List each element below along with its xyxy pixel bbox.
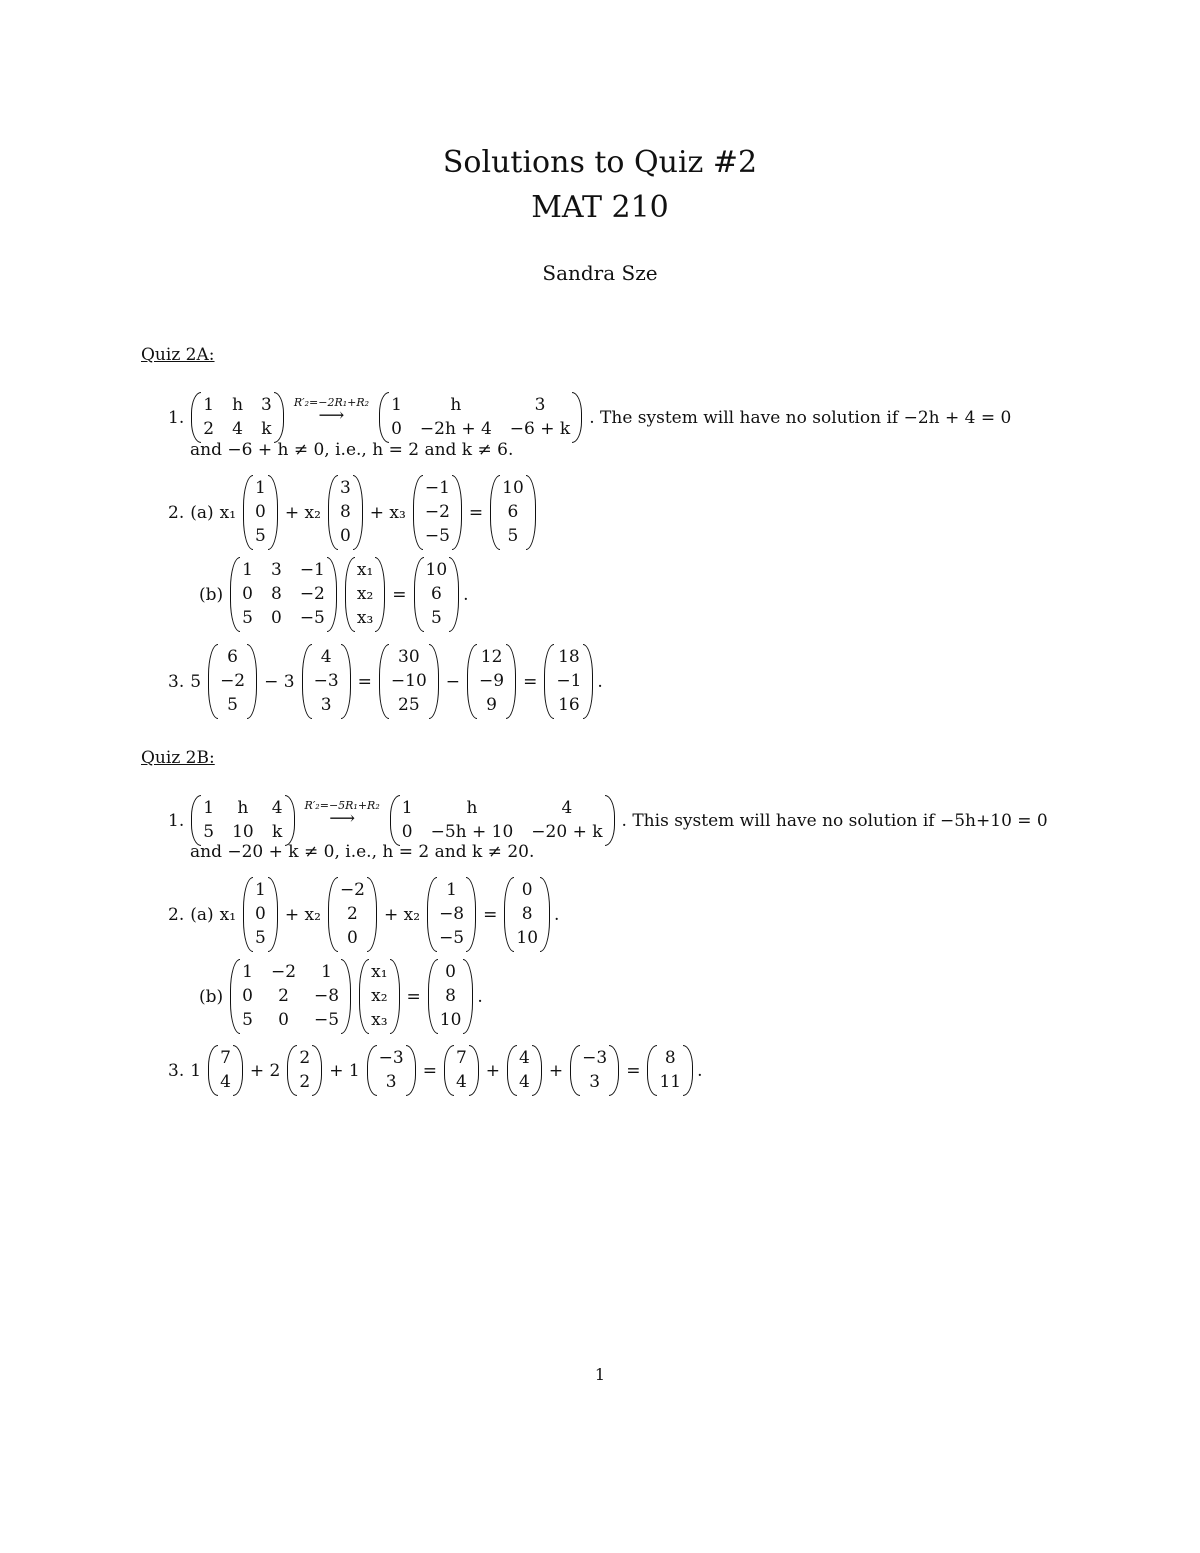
- period: .: [597, 671, 603, 692]
- quiz-2b-heading: Quiz 2B:: [141, 748, 215, 768]
- row-operation: R′₂=−5R₁+R₂: [304, 799, 380, 812]
- equals-sign: =: [422, 1060, 437, 1081]
- equals-sign: =: [468, 502, 484, 523]
- quiz-2b-problem-1-conclusion: and −20 + k ≠ 0, i.e., h = 2 and k ≠ 20.: [190, 842, 535, 862]
- matrix-entry: −1: [299, 560, 325, 580]
- vector: [544, 644, 593, 719]
- plus-sign: +: [485, 1060, 501, 1081]
- matrix-entry: h: [450, 395, 462, 415]
- quiz-2b-problem-2b: [196, 959, 483, 1034]
- right-paren: [233, 1045, 243, 1096]
- matrix-entry: −20 + k: [531, 822, 603, 842]
- left-paren: [544, 644, 554, 719]
- left-paren: [208, 644, 218, 719]
- left-paren: [504, 877, 514, 952]
- matrix-entry: −2: [270, 962, 297, 982]
- vector: [287, 1045, 322, 1096]
- matrix-entry: 3: [339, 478, 351, 498]
- matrix-entry: 6: [507, 502, 519, 522]
- equals-sign: =: [406, 986, 421, 1007]
- matrix-entry: 0: [242, 986, 253, 1006]
- vector: [414, 557, 460, 632]
- matrix-entry: 4: [519, 1048, 530, 1068]
- scalar: 1: [190, 1060, 202, 1081]
- right-paren: [268, 877, 278, 952]
- vector: [428, 959, 474, 1034]
- matrix-entry: k: [271, 822, 283, 842]
- minus-sign: −: [445, 671, 461, 692]
- matrix-entry: −5h + 10: [430, 822, 514, 842]
- vector: [647, 1045, 693, 1096]
- right-paren: [449, 557, 459, 632]
- right-paren: [605, 795, 615, 846]
- matrix-entries: [312, 644, 341, 719]
- matrix-entry: 8: [270, 584, 282, 604]
- matrix-entry: 3: [534, 395, 546, 415]
- variable: + x₂: [384, 904, 421, 925]
- period: .: [697, 1060, 703, 1081]
- matrix: [191, 392, 284, 443]
- matrix-entry: 10: [439, 1010, 462, 1030]
- matrix-entries: [218, 644, 247, 719]
- matrix-entry: 4: [455, 1072, 467, 1092]
- matrix-entry: −3: [378, 1048, 404, 1068]
- quiz-2a-problem-2b: [196, 557, 469, 632]
- matrix-entry: 3: [261, 395, 272, 415]
- left-paren: [243, 475, 253, 550]
- matrix-entry: x₁: [371, 962, 388, 982]
- matrix-entry: 4: [232, 419, 243, 439]
- left-paren: [647, 1045, 657, 1096]
- matrix-entry: 5: [255, 928, 266, 948]
- matrix-entry: 12: [480, 647, 503, 667]
- scalar: + 2: [249, 1060, 281, 1081]
- vector: [345, 557, 385, 632]
- matrix-entry: 18: [558, 647, 580, 667]
- quiz-2a-problem-1-conclusion: and −6 + h ≠ 0, i.e., h = 2 and k ≠ 6.: [190, 440, 514, 460]
- matrix-entry: 5: [255, 526, 266, 546]
- matrix: [230, 959, 351, 1034]
- matrix-entry: x₂: [356, 584, 374, 604]
- matrix-entry: 0: [521, 880, 533, 900]
- matrix-entry: 7: [455, 1048, 467, 1068]
- matrix-entry: −1: [424, 478, 450, 498]
- matrix-entry: h: [466, 798, 478, 818]
- variable: + x₂: [284, 502, 321, 523]
- matrix-entries: [240, 959, 341, 1034]
- right-paren: [367, 877, 377, 952]
- problem-number: 1.: [168, 810, 185, 831]
- problem-number: 3.: [168, 1060, 185, 1081]
- matrix-entry: 7: [220, 1048, 231, 1068]
- matrix-entry: 0: [270, 608, 282, 628]
- vector: [379, 644, 439, 719]
- scalar: + 1: [329, 1060, 360, 1081]
- quiz-2a-heading: Quiz 2A:: [141, 345, 215, 365]
- matrix-entry: −3: [582, 1048, 608, 1068]
- matrix-entries: [400, 795, 605, 846]
- matrix-entries: [389, 392, 572, 443]
- matrix-entry: 1: [255, 880, 266, 900]
- matrix-entry: −8: [439, 904, 465, 924]
- quiz-2a-problem-2a: [165, 475, 540, 550]
- matrix: [191, 795, 294, 846]
- variable: x₁: [219, 904, 237, 925]
- left-paren: [490, 475, 500, 550]
- matrix-entry: 10: [516, 928, 539, 948]
- matrix-entry: x₂: [371, 986, 388, 1006]
- matrix-entry: 1: [242, 560, 253, 580]
- problem-number: 2.: [168, 904, 185, 925]
- vector: [208, 1045, 243, 1096]
- right-paren: [540, 877, 550, 952]
- vector: [243, 877, 278, 952]
- matrix-entries: [454, 1045, 469, 1096]
- matrix-entries: [477, 644, 506, 719]
- matrix-entry: −5: [299, 608, 325, 628]
- vector: [507, 1045, 542, 1096]
- right-paren: [463, 959, 473, 1034]
- problem-number: 3.: [168, 671, 185, 692]
- matrix-entry: h: [232, 395, 244, 415]
- matrix-entry: 8: [339, 502, 351, 522]
- plus-sign: +: [548, 1060, 564, 1081]
- right-paren: [406, 1045, 416, 1096]
- part-label: (b): [199, 986, 224, 1007]
- left-paren: [230, 959, 240, 1034]
- left-paren: [427, 877, 437, 952]
- matrix-entry: −2: [339, 880, 365, 900]
- matrix-entry: 11: [659, 1072, 682, 1092]
- vector: [467, 644, 516, 719]
- matrix-entries: [554, 644, 583, 719]
- left-paren: [243, 877, 253, 952]
- matrix-entry: 1: [203, 798, 215, 818]
- matrix-entry: −5: [314, 1010, 340, 1030]
- scalar: − 3: [264, 671, 295, 692]
- matrix-entry: −2: [299, 584, 325, 604]
- right-paren: [532, 1045, 542, 1096]
- matrix-entries: [514, 877, 540, 952]
- right-paren: [274, 392, 284, 443]
- right-paren: [683, 1045, 693, 1096]
- right-paren: [466, 877, 476, 952]
- matrix-entry: −5: [424, 526, 450, 546]
- course-code: MAT 210: [531, 190, 669, 225]
- left-paren: [302, 644, 312, 719]
- matrix-entry: 30: [398, 647, 420, 667]
- quiz-2a-problem-1: [165, 392, 1014, 443]
- matrix-entry: −5: [439, 928, 465, 948]
- row-operation-arrow: [304, 799, 380, 829]
- matrix-entries: [657, 1045, 683, 1096]
- right-paren: [327, 557, 337, 632]
- left-paren: [570, 1045, 580, 1096]
- left-paren: [230, 557, 240, 632]
- matrix-entries: [253, 475, 268, 550]
- matrix-entry: 6: [430, 584, 442, 604]
- matrix-entry: 9: [486, 695, 497, 715]
- vector: [302, 644, 351, 719]
- matrix-entry: k: [261, 419, 272, 439]
- left-paren: [467, 644, 477, 719]
- matrix-entries: [240, 557, 327, 632]
- vector: [490, 475, 536, 550]
- matrix-entry: −1: [556, 671, 582, 691]
- vector: [444, 1045, 479, 1096]
- matrix-entry: 4: [320, 647, 332, 667]
- row-operation-arrow: [293, 396, 370, 426]
- matrix-entry: 5: [507, 526, 519, 546]
- author-name: Sandra Sze: [542, 261, 658, 285]
- matrix: [390, 795, 615, 846]
- matrix-entry: 8: [445, 986, 456, 1006]
- equals-sign: =: [357, 671, 372, 692]
- right-paren: [526, 475, 536, 550]
- matrix-entries: [500, 475, 526, 550]
- matrix-entry: −2: [220, 671, 246, 691]
- matrix-entry: 10: [502, 478, 524, 498]
- vector: [504, 877, 550, 952]
- quiz-2a-problem-3: [165, 644, 603, 719]
- left-paren: [444, 1045, 454, 1096]
- vector: [367, 1045, 416, 1096]
- matrix-entries: [218, 1045, 233, 1096]
- matrix-entries: [201, 795, 284, 846]
- matrix-entry: 2: [299, 1048, 311, 1068]
- matrix-entry: −9: [479, 671, 505, 691]
- conclusion-text: . This system will have no solution if −5h+10 = 0: [621, 810, 1048, 831]
- left-paren: [328, 877, 338, 952]
- period: .: [477, 986, 483, 1007]
- left-paren: [367, 1045, 377, 1096]
- matrix-entry: 10: [425, 560, 448, 580]
- vector: [208, 644, 257, 719]
- equals-sign: =: [523, 671, 538, 692]
- matrix-entry: 2: [299, 1072, 311, 1092]
- page-number: 1: [594, 1365, 606, 1384]
- matrix-entry: −8: [314, 986, 340, 1006]
- left-paren: [390, 795, 400, 846]
- matrix-entries: [517, 1045, 532, 1096]
- period: .: [554, 904, 560, 925]
- matrix-entry: 10: [232, 822, 254, 842]
- right-paren: [572, 392, 582, 443]
- left-paren: [328, 475, 338, 550]
- right-paren: [452, 475, 462, 550]
- right-paren: [312, 1045, 322, 1096]
- matrix-entries: [338, 475, 353, 550]
- matrix-entry: x₁: [356, 560, 374, 580]
- period: .: [463, 584, 469, 605]
- right-paren: [341, 644, 351, 719]
- matrix: [230, 557, 337, 632]
- left-paren: [359, 959, 369, 1034]
- left-paren: [345, 557, 355, 632]
- matrix-entry: 3: [589, 1072, 601, 1092]
- matrix-entry: −3: [313, 671, 339, 691]
- matrix-entries: [338, 877, 367, 952]
- right-paren: [341, 959, 351, 1034]
- vector: [359, 959, 399, 1034]
- matrix-entry: x₃: [356, 608, 374, 628]
- matrix-entry: h: [237, 798, 249, 818]
- matrix-entry: 5: [242, 608, 253, 628]
- matrix-entries: [580, 1045, 609, 1096]
- matrix-entries: [438, 959, 464, 1034]
- matrix-entry: 3: [385, 1072, 397, 1092]
- right-paren: [268, 475, 278, 550]
- matrix-entry: 3: [270, 560, 282, 580]
- right-paren: [429, 644, 439, 719]
- matrix-entry: 25: [398, 695, 420, 715]
- matrix-entry: 0: [339, 526, 351, 546]
- right-paren: [375, 557, 385, 632]
- matrix-entry: 8: [664, 1048, 676, 1068]
- matrix-entry: 4: [271, 798, 283, 818]
- variable: + x₃: [369, 502, 406, 523]
- conclusion-text: . The system will have no solution if −2h + 4 = 0: [589, 407, 1012, 428]
- matrix-entries: [253, 877, 268, 952]
- right-paren: [469, 1045, 479, 1096]
- left-paren: [414, 557, 424, 632]
- matrix-entries: [423, 475, 452, 550]
- left-paren: [507, 1045, 517, 1096]
- matrix-entry: 0: [242, 584, 253, 604]
- matrix-entry: 5: [227, 695, 238, 715]
- part-label: (a): [190, 502, 214, 523]
- matrix-entries: [369, 959, 389, 1034]
- matrix-entry: 0: [255, 904, 266, 924]
- right-paren: [506, 644, 516, 719]
- right-paren: [390, 959, 400, 1034]
- matrix-entries: [389, 644, 429, 719]
- matrix-entry: −10: [390, 671, 427, 691]
- matrix-entries: [377, 1045, 406, 1096]
- matrix-entry: 1: [321, 962, 332, 982]
- matrix-entry: −2: [424, 502, 450, 522]
- problem-number: 2.: [168, 502, 185, 523]
- matrix-entry: −6 + k: [509, 419, 571, 439]
- matrix-entries: [297, 1045, 312, 1096]
- variable: + x₂: [284, 904, 321, 925]
- vector: [570, 1045, 619, 1096]
- matrix-entry: 1: [255, 478, 266, 498]
- matrix-entry: 1: [446, 880, 457, 900]
- matrix-entry: −2h + 4: [419, 419, 492, 439]
- matrix-entry: 0: [391, 419, 402, 439]
- equals-sign: =: [483, 904, 498, 925]
- matrix-entries: [355, 557, 375, 632]
- vector: [427, 877, 476, 952]
- matrix-entry: 0: [347, 928, 358, 948]
- matrix-entry: 1: [242, 962, 253, 982]
- right-paren: [609, 1045, 619, 1096]
- matrix-entry: 5: [242, 1010, 253, 1030]
- matrix-entry: 0: [278, 1010, 289, 1030]
- matrix-entry: x₃: [371, 1010, 388, 1030]
- part-label: (a): [190, 904, 214, 925]
- vector: [328, 877, 377, 952]
- matrix-entry: 4: [561, 798, 573, 818]
- left-paren: [191, 795, 201, 846]
- right-paren: [247, 644, 257, 719]
- row-operation: R′₂=−2R₁+R₂: [293, 396, 370, 409]
- arrow-icon: ⟶: [329, 808, 356, 829]
- left-paren: [191, 392, 201, 443]
- problem-number: 1.: [168, 407, 185, 428]
- matrix-entry: 5: [203, 822, 215, 842]
- left-paren: [287, 1045, 297, 1096]
- matrix-entry: 4: [519, 1072, 530, 1092]
- right-paren: [285, 795, 295, 846]
- arrow-icon: ⟶: [318, 405, 345, 426]
- equals-sign: =: [392, 584, 407, 605]
- matrix-entry: 2: [347, 904, 358, 924]
- matrix-entry: 2: [203, 419, 215, 439]
- matrix-entry: 0: [401, 822, 413, 842]
- matrix-entry: 4: [220, 1072, 231, 1092]
- matrix-entry: 3: [320, 695, 332, 715]
- matrix-entry: 0: [255, 502, 266, 522]
- matrix-entry: 1: [203, 395, 215, 415]
- matrix-entry: 5: [430, 608, 442, 628]
- right-paren: [583, 644, 593, 719]
- left-paren: [379, 392, 389, 443]
- quiz-2b-problem-2a: [165, 877, 559, 952]
- matrix: [379, 392, 582, 443]
- matrix-entry: 8: [521, 904, 533, 924]
- equals-sign: =: [626, 1060, 641, 1081]
- quiz-2b-problem-1: [165, 795, 1051, 846]
- matrix-entries: [424, 557, 450, 632]
- matrix-entry: 1: [401, 798, 413, 818]
- matrix-entries: [201, 392, 274, 443]
- right-paren: [353, 475, 363, 550]
- scalar: 5: [190, 671, 202, 692]
- part-label: (b): [199, 584, 224, 605]
- matrix-entry: 0: [445, 962, 456, 982]
- matrix-entry: 16: [558, 695, 580, 715]
- quiz-2b-problem-3: [165, 1045, 702, 1096]
- vector: [328, 475, 363, 550]
- matrix-entry: 6: [227, 647, 238, 667]
- document-title: Solutions to Quiz #2: [442, 145, 758, 180]
- left-paren: [379, 644, 389, 719]
- left-paren: [208, 1045, 218, 1096]
- left-paren: [428, 959, 438, 1034]
- left-paren: [413, 475, 423, 550]
- matrix-entries: [437, 877, 466, 952]
- vector: [413, 475, 462, 550]
- matrix-entry: 2: [278, 986, 289, 1006]
- variable: x₁: [219, 502, 237, 523]
- vector: [243, 475, 278, 550]
- matrix-entry: 1: [391, 395, 402, 415]
